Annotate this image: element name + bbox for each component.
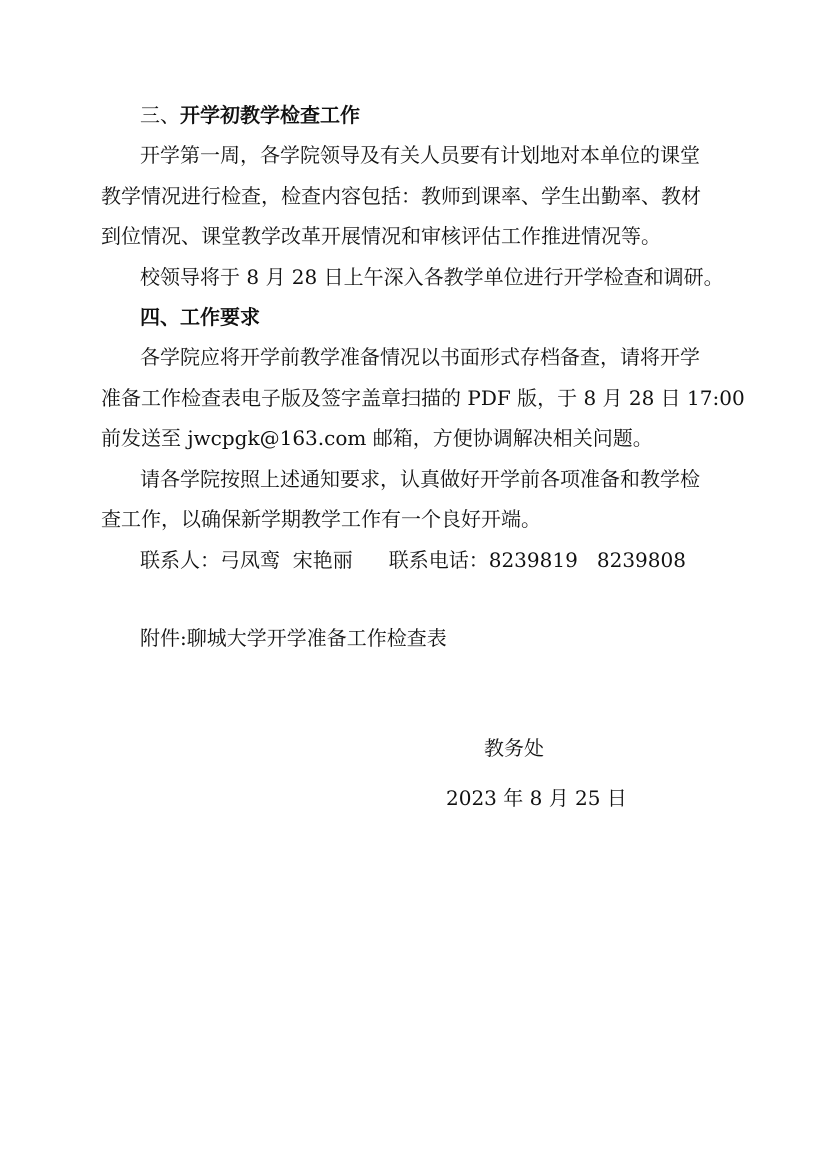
contact-phones: 8239819 8239808 xyxy=(488,548,686,572)
signature-date: 2023 年 8 月 25 日 xyxy=(446,786,627,810)
section-4-paragraph-2-line-2: 查工作，以确保新学期教学工作有一个良好开端。 xyxy=(101,507,541,531)
section-3-paragraph-2: 校领导将于 8 月 28 日上午深入各教学单位进行开学检查和调研。 xyxy=(140,265,724,289)
section-3-heading xyxy=(140,103,360,127)
section-4-paragraph-1-line-3: 前发送至 jwcpgk@163.com 邮箱，方便协调解决相关问题。 xyxy=(101,426,653,450)
section-3-title: 开学初教学检查工作 xyxy=(180,103,360,127)
section-3-paragraph-1-line-1: 开学第一周，各学院领导及有关人员要有计划地对本单位的课堂 xyxy=(140,143,700,167)
contact-names: 弓凤鸾 宋艳丽 xyxy=(220,548,353,572)
contact-phone-label: 联系电话： xyxy=(388,548,489,572)
section-3-prefix: 三、 xyxy=(140,103,180,127)
contact-line xyxy=(140,548,686,572)
section-4-paragraph-1-line-1: 各学院应将开学前教学准备情况以书面形式存档备查，请将开学 xyxy=(140,345,700,369)
section-4-paragraph-1-line-2: 准备工作检查表电子版及签字盖章扫描的 PDF 版，于 8 月 28 日 17:00 xyxy=(101,386,745,410)
attachment-line: 附件:聊城大学开学准备工作检查表 xyxy=(140,626,447,650)
contact-label: 联系人： xyxy=(140,548,220,572)
section-4-paragraph-2-line-1: 请各学院按照上述通知要求，认真做好开学前各项准备和教学检 xyxy=(140,467,700,491)
signature-office: 教务处 xyxy=(484,736,544,760)
section-4-heading: 四、工作要求 xyxy=(140,305,260,329)
section-3-paragraph-1-line-3: 到位情况、课堂教学改革开展情况和审核评估工作推进情况等。 xyxy=(101,224,661,248)
section-3-paragraph-1-line-2: 教学情况进行检查，检查内容包括：教师到课率、学生出勤率、教材 xyxy=(101,184,701,208)
